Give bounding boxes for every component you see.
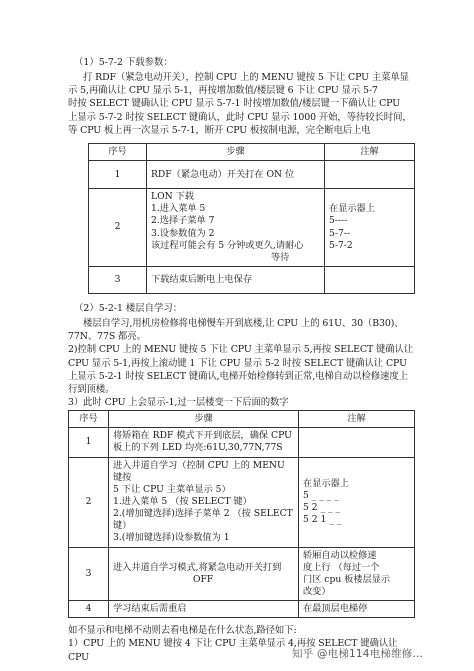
step-line: 进入井道自学习模式,将紧急电动开关打到 xyxy=(113,561,282,573)
note-line: 5 2 1 _ _ xyxy=(303,514,342,526)
table-header-row xyxy=(69,411,415,428)
floor-learning-table xyxy=(68,410,415,618)
step-line: 学习结束后需重启 xyxy=(113,603,187,615)
section2-p1-line-2: 77N、77S 都亮。 xyxy=(68,331,146,343)
row-steps xyxy=(109,428,299,457)
zhihu-watermark: 知乎 @电梯114电梯维修... xyxy=(292,648,424,660)
note-line: 度上行 （每过一个 xyxy=(303,561,380,573)
step-line: 1.进入菜单 5 xyxy=(151,203,206,215)
note-line: 轿厢自动以检修速 xyxy=(303,549,377,561)
row-steps xyxy=(109,457,299,547)
step-line: 板上的下列 LED 均亮:61U,30,77N,77S xyxy=(113,442,283,454)
section2-p1-line-1: 楼层自学习,用机房检修将电梯慢车开到底楼,让 CPU 上的 61U、30（B30)、 xyxy=(83,318,404,330)
col-header-steps: 步骤 xyxy=(109,411,299,428)
step-line: RDF（紧急电动）开关打在 ON 位 xyxy=(151,168,295,180)
col-header-note: 注解 xyxy=(325,143,415,160)
row-note xyxy=(325,266,415,293)
step-line: 3.(增加键选择)设参数值为 1 xyxy=(113,532,230,544)
section1-line-2: 示 5,再确认让 CPU 显示 5-1，再按增加数值/楼层键 6 下让 CPU 显示 5-7 xyxy=(68,85,378,97)
section2-paragraph-2 xyxy=(68,343,414,396)
row-steps xyxy=(147,189,325,267)
note-line: 5-7-- xyxy=(329,227,351,239)
row-no: 3 xyxy=(89,266,147,293)
row-no: 1 xyxy=(89,161,147,189)
row-no: 3 xyxy=(69,547,109,601)
row-no: 1 xyxy=(69,428,109,457)
row-steps xyxy=(109,601,299,618)
step-line: 3.设参数值为 2 xyxy=(151,227,215,239)
col-header-note: 注解 xyxy=(299,411,415,428)
table-row xyxy=(69,457,415,547)
step-line: 键） xyxy=(113,520,132,532)
row-note xyxy=(325,161,415,189)
row-note xyxy=(325,189,415,267)
section2-p2-line-2: CPU 显示 5-1,再按上滚动键 1 下让 CPU 显示 5-2 时按 SELECT 键确认让 CPU xyxy=(68,357,407,369)
table-row xyxy=(89,161,415,189)
section2-p2-line-1: 2)控制 CPU 上的 MENU 键按 5 下让 CPU 主菜单显示 5,再按 SELECT 键确认让 xyxy=(68,344,414,356)
step-line: 将矫箱在 RDF 模式下开到底层，确保 CPU xyxy=(113,430,292,442)
table-row xyxy=(69,428,415,457)
step-line: OFF xyxy=(193,573,214,585)
row-steps xyxy=(147,266,325,293)
note-line: 在显示器上 xyxy=(329,203,375,215)
document-page xyxy=(68,56,414,664)
note-line: 5 _ _ _ _ xyxy=(303,489,339,501)
step-line: 等待 xyxy=(271,251,290,263)
col-header-steps: 步骤 xyxy=(147,143,325,160)
row-note xyxy=(299,547,415,601)
section1-heading: （1）5-7-2 下载参数： xyxy=(74,57,173,68)
note-line: 门区 cpu 板楼层显示 xyxy=(303,573,391,585)
step-line: 进入井道自学习（控制 CPU 上的 MENU 键按 xyxy=(113,459,285,483)
section1-line-3: 时按 SELECT 键确认让 CPU 显示 5-7-1 时按增加数值/楼层键一下确认让 CPU xyxy=(68,98,400,110)
row-no: 2 xyxy=(69,457,109,547)
table-row xyxy=(89,189,415,267)
step-line: 5 下让 CPU 主菜单显示 5） xyxy=(113,483,231,495)
section2-p2-line-4: 行到顶楼。 xyxy=(68,383,115,395)
col-header-no: 序号 xyxy=(89,143,147,160)
footer-line-1: 如不显示和电梯不动则去看电梯是在什么状态,路径如下: xyxy=(68,625,297,637)
row-note xyxy=(299,457,415,547)
note-line: 5---- xyxy=(329,215,348,227)
step-line: 1.进入菜单 5 （按 SELECT 键） xyxy=(113,496,252,508)
note-line: 改变） xyxy=(303,586,331,597)
note-line: 在最顶层电梯停 xyxy=(303,603,368,615)
table-row xyxy=(89,266,415,293)
step-line: 下载结束后断电上电保存 xyxy=(151,273,253,285)
step-line: 2.(增加键选择)选择子菜单 2 （按 SELECT xyxy=(113,508,293,520)
note-line: 5-7-2 xyxy=(329,239,353,251)
section2-paragraph-1 xyxy=(68,317,414,343)
row-no: 4 xyxy=(69,601,109,618)
row-note xyxy=(299,428,415,457)
section1-line-4: 上显示 5-7-2 时按 SELECT 键确认，此时 CPU 显示 1000 开始，等待较长时间， xyxy=(68,111,412,123)
download-params-table xyxy=(88,143,415,294)
row-steps xyxy=(147,161,325,189)
step-line: LON 下载 xyxy=(151,191,194,203)
table-row xyxy=(69,547,415,601)
note-line: 在显示器上 xyxy=(303,477,349,489)
section1-line-1: 打 RDF（紧急电动开关），控制 CPU 上的 MENU 键按 5 下让 CPU 主菜单显 xyxy=(83,72,409,84)
row-note xyxy=(299,601,415,618)
col-header-no: 序号 xyxy=(69,411,109,428)
section2-heading: （2）5-2-1 楼层自学习： xyxy=(74,302,183,314)
section1-paragraph xyxy=(68,71,414,137)
note-line: 5 2 _ _ _ xyxy=(303,502,341,514)
section1-line-5: 等 CPU 板上再一次显示 5-7-1，断开 CPU 板按制电源，完全断电后上电 xyxy=(68,124,371,136)
step-line: 2.选择子菜单 7 xyxy=(151,215,215,227)
row-no: 2 xyxy=(89,189,147,267)
step-line: 该过程可能会有 5 分钟或更久,请耐心 xyxy=(151,239,304,251)
section2-paragraph-3: 3）此时 CPU 上会显示-1,过一层楼变一下后面的数字 xyxy=(68,397,289,409)
row-steps xyxy=(109,547,299,601)
table-row xyxy=(69,601,415,618)
footer-line-2: 1）CPU 上的 MENU 键按 4 下让 CPU 主菜单显示 4,再按 SELECT 键确认让 CPU xyxy=(68,638,398,663)
table-header-row xyxy=(89,143,415,160)
section2-p2-line-3: 上显示 5-2-1 时按 SELECT 键确认,电梯开始检修转到正常,电梯自动以检修速度上 xyxy=(68,370,408,382)
